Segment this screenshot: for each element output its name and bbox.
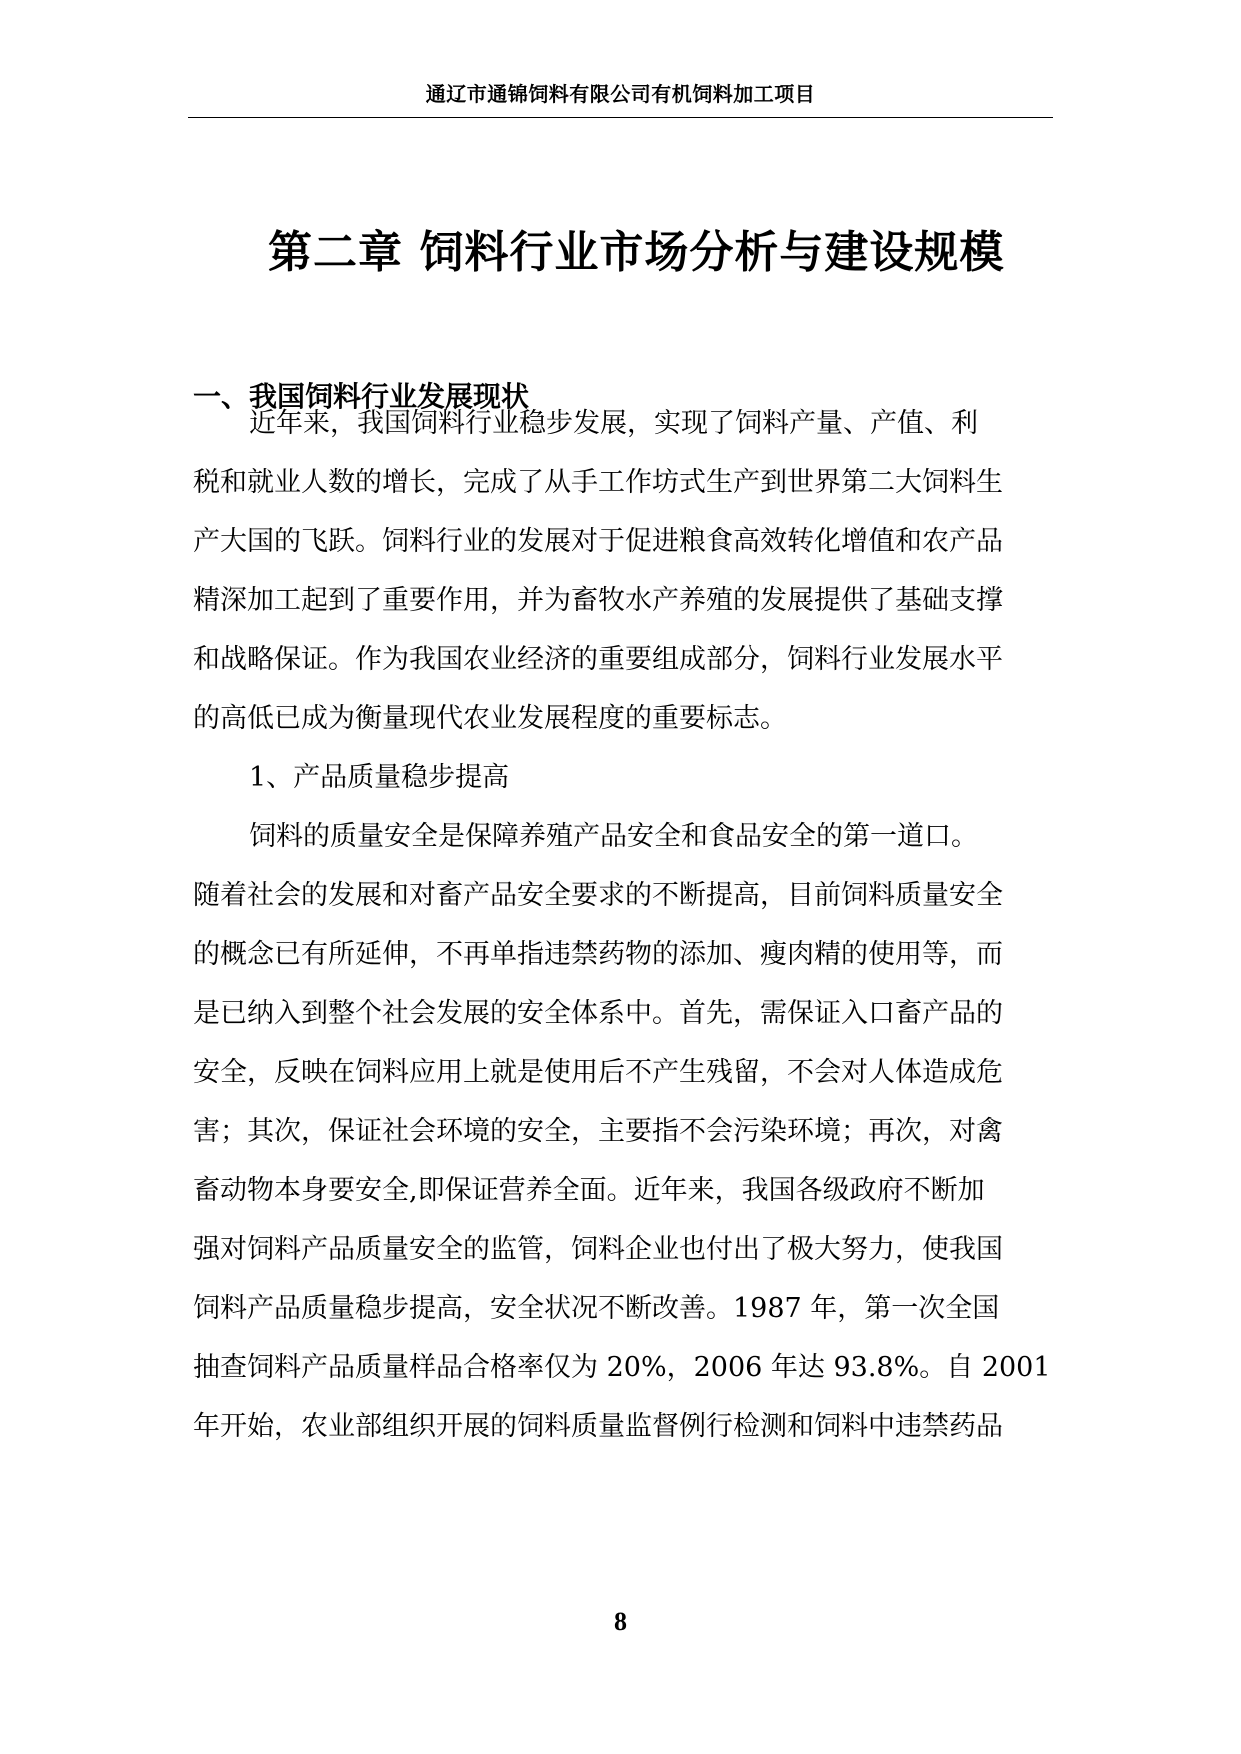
paragraph-line: 的概念已有所延伸，不再单指违禁药物的添加、瘦肉精的使用等，而 [193, 939, 1003, 970]
paragraph-line: 安全，反映在饲料应用上就是使用后不产生残留，不会对人体造成危 [193, 1057, 1003, 1088]
section-heading: 一、我国饲料行业发展现状 [193, 380, 530, 413]
running-header: 通辽市通锦饲料有限公司有机饲料加工项目 [425, 82, 816, 106]
page-number: 8 [614, 1607, 627, 1636]
paragraph-line: 税和就业人数的增长，完成了从手工作坊式生产到世界第二大饲料生 [193, 467, 1003, 498]
paragraph-line: 的高低已成为衡量现代农业发展程度的重要标志。 [193, 703, 787, 734]
paragraph-line: 精深加工起到了重要作用，并为畜牧水产养殖的发展提供了基础支撑 [193, 585, 1003, 616]
paragraph-line: 抽查饲料产品质量样品合格率仅为 20%，2006 年达 93.8%。自 2001 [193, 1352, 1051, 1383]
paragraph-line: 和战略保证。作为我国农业经济的重要组成部分，饲料行业发展水平 [193, 644, 1003, 675]
paragraph-line: 饲料产品质量稳步提高，安全状况不断改善。1987 年，第一次全国 [193, 1293, 1000, 1324]
header-divider [188, 117, 1053, 118]
paragraph-line: 产大国的飞跃。饲料行业的发展对于促进粮食高效转化增值和农产品 [193, 526, 1003, 557]
paragraph-line: 随着社会的发展和对畜产品安全要求的不断提高，目前饲料质量安全 [193, 880, 1003, 911]
paragraph-line: 强对饲料产品质量安全的监管，饲料企业也付出了极大努力，使我国 [193, 1234, 1003, 1265]
paragraph-line: 近年来，我国饲料行业稳步发展，实现了饲料产量、产值、利 [249, 408, 978, 439]
paragraph-line: 是已纳入到整个社会发展的安全体系中。首先，需保证入口畜产品的 [193, 998, 1003, 1029]
paragraph-line: 年开始，农业部组织开展的饲料质量监督例行检测和饲料中违禁药品 [193, 1411, 1003, 1442]
paragraph-line: 畜动物本身要安全,即保证营养全面。近年来，我国各级政府不断加 [193, 1175, 985, 1206]
subsection-heading: 1、产品质量稳步提高 [249, 762, 510, 793]
paragraph-line: 饲料的质量安全是保障养殖产品安全和食品安全的第一道口。 [249, 821, 978, 852]
paragraph-line: 害；其次，保证社会环境的安全，主要指不会污染环境；再次，对禽 [193, 1116, 1003, 1147]
chapter-title: 第二章 饲料行业市场分析与建设规模 [268, 227, 1005, 278]
